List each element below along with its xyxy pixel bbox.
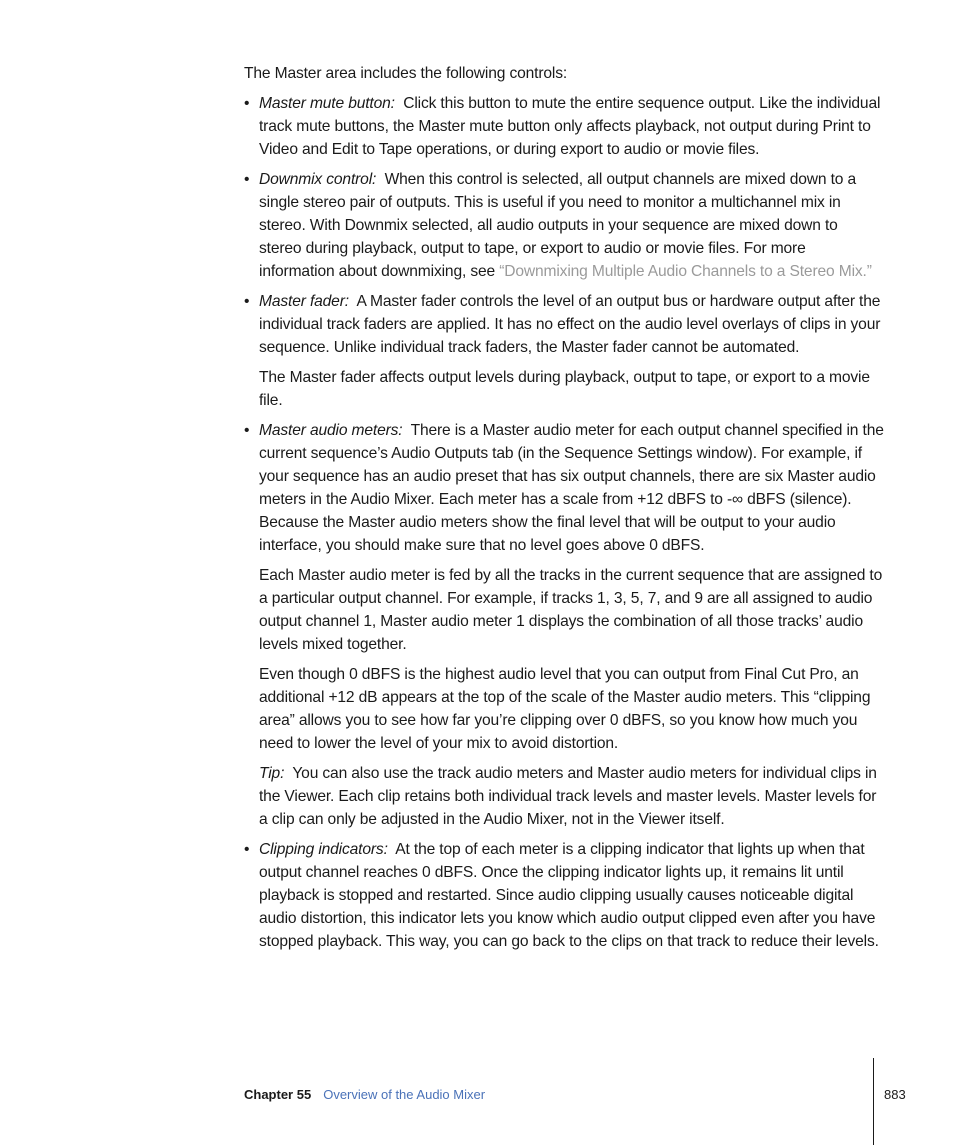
list-item-master-mute-button: [244, 92, 884, 161]
term-label: Master audio meters:: [259, 422, 403, 439]
list-item-master-audio-meters: [244, 419, 884, 831]
list-item-paragraph-2: Each Master audio meter is fed by all the tracks in the current sequence that are assigned to a particular output channel. For example, if tracks 1, 3, 5, 7, and 9 are all assigned to audio output channel 1, Master audio meter 1 displays the combination of all those tracks’ audio levels mixed together.: [259, 567, 883, 653]
bullet-marker: •: [244, 293, 250, 310]
page-body: [244, 62, 884, 960]
item-text: At the top of each meter is a clipping indicator that lights up when that output channel reaches 0 dBFS. Once the clipping indicator lights up, it remains lit until playback is stopped and restarted. Since audio clipping usually causes noticeable digital audio distortion, this indicator lets you know which audio output clipped even after you have stopped playback. This way, you can go back to the clips on that track to reduce their levels.: [259, 841, 879, 950]
bullet-marker: •: [244, 171, 250, 188]
item-text: When this control is selected, all output channels are mixed down to a single stereo pair of outputs. This is useful if you need to monitor a multichannel mix in stereo. With Downmix selected, all audio outputs in your sequence are mixed down to stereo during playback, output to tape, or export to audio or movie files. For more information about downmixing, see: [259, 171, 857, 280]
list-item-clipping-indicators: [244, 838, 884, 953]
item-text: A Master fader controls the level of an output bus or hardware output after the individual track faders are applied. It has no effect on the audio level overlays of clips in your sequence. Unlike individual track faders, the Master fader cannot be automated.: [259, 293, 881, 356]
list-item-paragraph: [259, 92, 884, 161]
tip-paragraph: [259, 762, 884, 831]
footer-divider: [873, 1058, 874, 1145]
term-label: Downmix control:: [259, 171, 377, 188]
list-item-paragraph-3: Even though 0 dBFS is the highest audio level that you can output from Final Cut Pro, an additional +12 dB appears at the top of the scale of the Master audio meters. This “clipping area” allows you to see how far you’re clipping over 0 dBFS, so you know how much you need to lower the level of your mix to avoid distortion.: [259, 666, 871, 752]
term-label: Master mute button:: [259, 95, 395, 112]
bullet-marker: •: [244, 841, 250, 858]
tip-label: Tip:: [259, 765, 285, 782]
bullet-marker: •: [244, 422, 250, 439]
item-text: There is a Master audio meter for each output channel specified in the current sequence’s Audio Outputs tab (in the Sequence Settings window). For example, if your sequence has an audio preset that has six output channels, there are six Master audio meters in the Audio Mixer. Each meter has a scale from +12 dBFS to -∞ dBFS (silence). Because the Master audio meters show the final level that will be output to your audio interface, you should make sure that no level goes above 0 dBFS.: [259, 422, 884, 554]
term-label: Master fader:: [259, 293, 349, 310]
list-item-extra-paragraph: The Master fader affects output levels during playback, output to tape, or export to a movie file.: [259, 369, 870, 409]
controls-list: [244, 92, 884, 953]
intro-paragraph: The Master area includes the following controls:: [244, 65, 568, 82]
list-item-paragraph: [259, 838, 884, 953]
list-item-paragraph: [259, 168, 884, 283]
list-item-paragraph: [259, 290, 884, 359]
item-text: Click this button to mute the entire sequence output. Like the individual track mute buttons, the Master mute button only affects playback, not output during Print to Video and Edit to Tape operations, or during export to audio or movie files.: [259, 95, 881, 158]
list-item-master-fader: [244, 290, 884, 412]
bullet-marker: •: [244, 95, 250, 112]
page-number: 883: [884, 1087, 906, 1102]
tip-text: You can also use the track audio meters and Master audio meters for individual clips in the Viewer. Each clip retains both individual track levels and master levels. Master levels for a clip can only be adjusted in the Audio Mixer, not in the Viewer itself.: [259, 765, 877, 828]
term-label: Clipping indicators:: [259, 841, 388, 858]
cross-reference-link[interactable]: “Downmixing Multiple Audio Channels to a Stereo Mix.”: [499, 263, 872, 280]
list-item-paragraph: [259, 419, 884, 557]
footer-chapter-label: Chapter 55: [244, 1087, 312, 1102]
footer-chapter-title-link[interactable]: Overview of the Audio Mixer: [323, 1087, 486, 1102]
page-footer: [244, 1086, 485, 1104]
list-item-downmix-control: [244, 168, 884, 283]
